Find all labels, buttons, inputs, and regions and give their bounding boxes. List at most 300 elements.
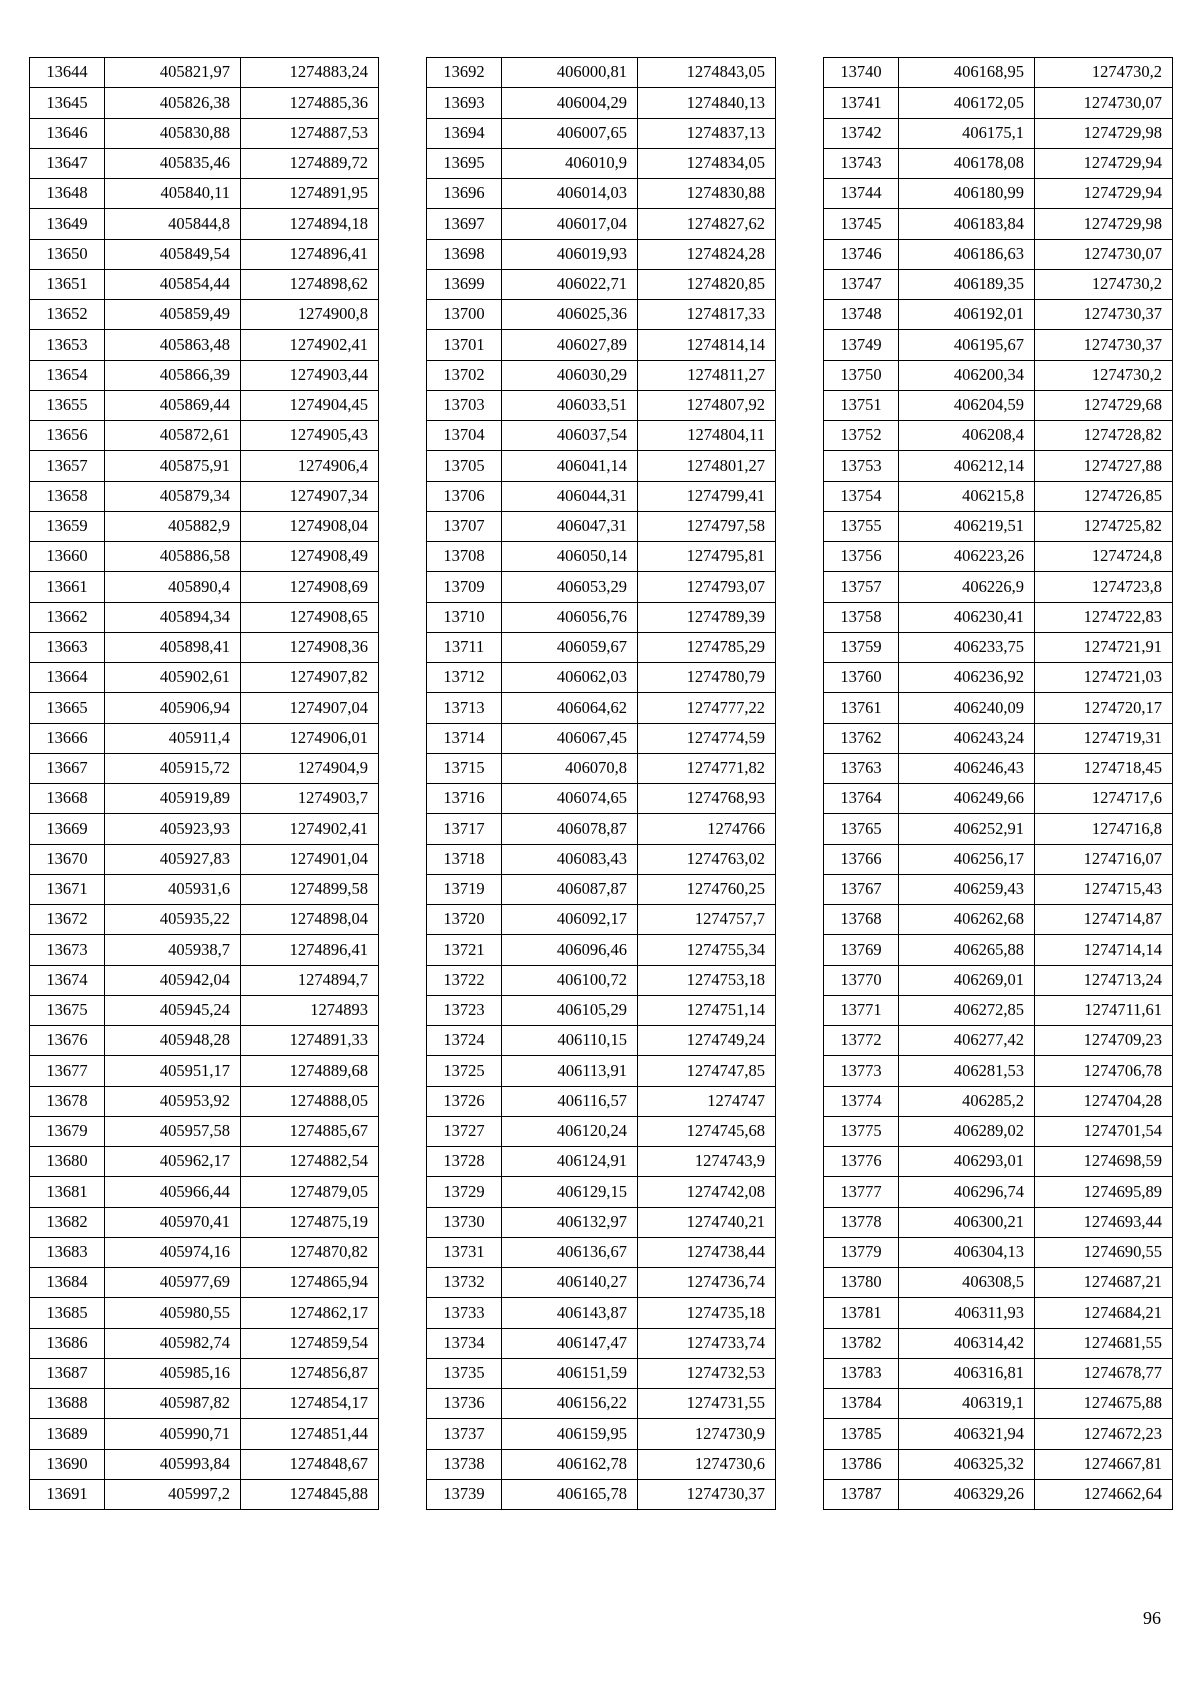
y-coordinate-cell: 1274879,05: [241, 1177, 379, 1207]
table-row: [427, 1328, 776, 1358]
table-row: [30, 1268, 379, 1298]
x-coordinate-cell: 406062,03: [502, 663, 638, 693]
table-row: [30, 209, 379, 239]
table-row: [427, 239, 776, 269]
point-number-cell: 13759: [824, 632, 899, 662]
point-number-cell: 13728: [427, 1147, 502, 1177]
y-coordinate-cell: 1274740,21: [638, 1207, 776, 1237]
x-coordinate-cell: 406059,67: [502, 632, 638, 662]
y-coordinate-cell: 1274730,07: [1035, 239, 1173, 269]
table-row: [824, 1116, 1173, 1146]
point-number-cell: 13726: [427, 1086, 502, 1116]
x-coordinate-cell: 405890,4: [105, 572, 241, 602]
y-coordinate-cell: 1274898,04: [241, 905, 379, 935]
y-coordinate-cell: 1274814,14: [638, 330, 776, 360]
table-row: [30, 814, 379, 844]
y-coordinate-cell: 1274729,98: [1035, 118, 1173, 148]
y-coordinate-cell: 1274907,82: [241, 663, 379, 693]
point-number-cell: 13772: [824, 1026, 899, 1056]
table-row: [427, 1116, 776, 1146]
table-row: [824, 360, 1173, 390]
x-coordinate-cell: 406025,36: [502, 300, 638, 330]
point-number-cell: 13773: [824, 1056, 899, 1086]
table-row: [427, 269, 776, 299]
point-number-cell: 13747: [824, 269, 899, 299]
y-coordinate-cell: 1274862,17: [241, 1298, 379, 1328]
x-coordinate-cell: 406132,97: [502, 1207, 638, 1237]
table-row: [427, 1177, 776, 1207]
table-row: [427, 1358, 776, 1388]
table-row: [427, 1026, 776, 1056]
point-number-cell: 13764: [824, 784, 899, 814]
x-coordinate-cell: 406004,29: [502, 88, 638, 118]
table-row: [427, 1147, 776, 1177]
y-coordinate-cell: 1274718,45: [1035, 753, 1173, 783]
table-row: [427, 58, 776, 88]
table-row: [30, 632, 379, 662]
point-number-cell: 13713: [427, 693, 502, 723]
y-coordinate-cell: 1274854,17: [241, 1389, 379, 1419]
table-row: [30, 360, 379, 390]
point-number-cell: 13730: [427, 1207, 502, 1237]
point-number-cell: 13765: [824, 814, 899, 844]
x-coordinate-cell: 406189,35: [899, 269, 1035, 299]
y-coordinate-cell: 1274837,13: [638, 118, 776, 148]
x-coordinate-cell: 405919,89: [105, 784, 241, 814]
y-coordinate-cell: 1274724,8: [1035, 542, 1173, 572]
point-number-cell: 13720: [427, 905, 502, 935]
x-coordinate-cell: 406252,91: [899, 814, 1035, 844]
x-coordinate-cell: 406215,8: [899, 481, 1035, 511]
point-number-cell: 13672: [30, 905, 105, 935]
x-coordinate-cell: 406124,91: [502, 1147, 638, 1177]
point-number-cell: 13706: [427, 481, 502, 511]
table-row: [824, 148, 1173, 178]
table-row: [824, 1449, 1173, 1479]
y-coordinate-cell: 1274695,89: [1035, 1177, 1173, 1207]
point-number-cell: 13745: [824, 209, 899, 239]
x-coordinate-cell: 406162,78: [502, 1449, 638, 1479]
table-row: [427, 784, 776, 814]
x-coordinate-cell: 405962,17: [105, 1147, 241, 1177]
x-coordinate-cell: 405906,94: [105, 693, 241, 723]
point-number-cell: 13669: [30, 814, 105, 844]
point-number-cell: 13779: [824, 1237, 899, 1267]
point-number-cell: 13771: [824, 995, 899, 1025]
y-coordinate-cell: 1274729,98: [1035, 209, 1173, 239]
y-coordinate-cell: 1274729,94: [1035, 148, 1173, 178]
x-coordinate-cell: 406200,34: [899, 360, 1035, 390]
y-coordinate-cell: 1274738,44: [638, 1237, 776, 1267]
table-row: [824, 1177, 1173, 1207]
point-number-cell: 13766: [824, 844, 899, 874]
point-number-cell: 13695: [427, 148, 502, 178]
point-number-cell: 13778: [824, 1207, 899, 1237]
point-number-cell: 13760: [824, 663, 899, 693]
point-number-cell: 13699: [427, 269, 502, 299]
y-coordinate-cell: 1274735,18: [638, 1298, 776, 1328]
y-coordinate-cell: 1274870,82: [241, 1237, 379, 1267]
x-coordinate-cell: 405844,8: [105, 209, 241, 239]
y-coordinate-cell: 1274747: [638, 1086, 776, 1116]
x-coordinate-cell: 406156,22: [502, 1389, 638, 1419]
x-coordinate-cell: 405945,24: [105, 995, 241, 1025]
y-coordinate-cell: 1274755,34: [638, 935, 776, 965]
table-row: [824, 421, 1173, 451]
table-row: [30, 572, 379, 602]
table-row: [427, 1268, 776, 1298]
point-number-cell: 13721: [427, 935, 502, 965]
point-number-cell: 13740: [824, 58, 899, 88]
coordinate-table-column-3: [823, 57, 1173, 1510]
point-number-cell: 13755: [824, 511, 899, 541]
y-coordinate-cell: 1274732,53: [638, 1358, 776, 1388]
table-row: [824, 965, 1173, 995]
table-row: [30, 1086, 379, 1116]
y-coordinate-cell: 1274789,39: [638, 602, 776, 632]
point-number-cell: 13698: [427, 239, 502, 269]
point-number-cell: 13738: [427, 1449, 502, 1479]
table-row: [30, 542, 379, 572]
y-coordinate-cell: 1274719,31: [1035, 723, 1173, 753]
x-coordinate-cell: 406304,13: [899, 1237, 1035, 1267]
x-coordinate-cell: 405835,46: [105, 148, 241, 178]
table-row: [30, 1056, 379, 1086]
x-coordinate-cell: 406269,01: [899, 965, 1035, 995]
point-number-cell: 13679: [30, 1116, 105, 1146]
table-row: [427, 632, 776, 662]
point-number-cell: 13668: [30, 784, 105, 814]
table-row: [30, 330, 379, 360]
x-coordinate-cell: 405866,39: [105, 360, 241, 390]
table-row: [427, 1056, 776, 1086]
x-coordinate-cell: 406172,05: [899, 88, 1035, 118]
y-coordinate-cell: 1274845,88: [241, 1479, 379, 1509]
point-number-cell: 13757: [824, 572, 899, 602]
point-number-cell: 13686: [30, 1328, 105, 1358]
x-coordinate-cell: 406300,21: [899, 1207, 1035, 1237]
x-coordinate-cell: 405894,34: [105, 602, 241, 632]
y-coordinate-cell: 1274859,54: [241, 1328, 379, 1358]
point-number-cell: 13752: [824, 421, 899, 451]
table-row: [30, 1177, 379, 1207]
table-row: [427, 995, 776, 1025]
y-coordinate-cell: 1274906,4: [241, 451, 379, 481]
table-row: [30, 239, 379, 269]
y-coordinate-cell: 1274760,25: [638, 874, 776, 904]
x-coordinate-cell: 406208,4: [899, 421, 1035, 451]
table-row: [824, 753, 1173, 783]
x-coordinate-cell: 406030,29: [502, 360, 638, 390]
y-coordinate-cell: 1274824,28: [638, 239, 776, 269]
point-number-cell: 13665: [30, 693, 105, 723]
x-coordinate-cell: 406136,67: [502, 1237, 638, 1267]
x-coordinate-cell: 406064,62: [502, 693, 638, 723]
point-number-cell: 13775: [824, 1116, 899, 1146]
x-coordinate-cell: 406168,95: [899, 58, 1035, 88]
y-coordinate-cell: 1274706,78: [1035, 1056, 1173, 1086]
x-coordinate-cell: 405840,11: [105, 179, 241, 209]
y-coordinate-cell: 1274747,85: [638, 1056, 776, 1086]
y-coordinate-cell: 1274777,22: [638, 693, 776, 723]
table-row: [824, 1268, 1173, 1298]
x-coordinate-cell: 406249,66: [899, 784, 1035, 814]
y-coordinate-cell: 1274795,81: [638, 542, 776, 572]
x-coordinate-cell: 405875,91: [105, 451, 241, 481]
table-row: [30, 663, 379, 693]
coordinate-table-body: [30, 58, 379, 1510]
point-number-cell: 13732: [427, 1268, 502, 1298]
x-coordinate-cell: 405854,44: [105, 269, 241, 299]
point-number-cell: 13729: [427, 1177, 502, 1207]
point-number-cell: 13662: [30, 602, 105, 632]
y-coordinate-cell: 1274908,69: [241, 572, 379, 602]
coordinate-table-body: [427, 58, 776, 1510]
table-row: [30, 874, 379, 904]
table-row: [427, 88, 776, 118]
point-number-cell: 13787: [824, 1479, 899, 1509]
table-row: [427, 542, 776, 572]
point-number-cell: 13688: [30, 1389, 105, 1419]
x-coordinate-cell: 406100,72: [502, 965, 638, 995]
point-number-cell: 13690: [30, 1449, 105, 1479]
x-coordinate-cell: 406262,68: [899, 905, 1035, 935]
table-row: [427, 874, 776, 904]
y-coordinate-cell: 1274730,6: [638, 1449, 776, 1479]
y-coordinate-cell: 1274811,27: [638, 360, 776, 390]
y-coordinate-cell: 1274817,33: [638, 300, 776, 330]
point-number-cell: 13648: [30, 179, 105, 209]
y-coordinate-cell: 1274730,9: [638, 1419, 776, 1449]
table-row: [427, 118, 776, 148]
x-coordinate-cell: 406165,78: [502, 1479, 638, 1509]
y-coordinate-cell: 1274834,05: [638, 148, 776, 178]
point-number-cell: 13749: [824, 330, 899, 360]
x-coordinate-cell: 405830,88: [105, 118, 241, 148]
x-coordinate-cell: 406195,67: [899, 330, 1035, 360]
point-number-cell: 13784: [824, 1389, 899, 1419]
x-coordinate-cell: 406236,92: [899, 663, 1035, 693]
y-coordinate-cell: 1274768,93: [638, 784, 776, 814]
point-number-cell: 13685: [30, 1298, 105, 1328]
y-coordinate-cell: 1274722,83: [1035, 602, 1173, 632]
y-coordinate-cell: 1274904,45: [241, 390, 379, 420]
x-coordinate-cell: 406037,54: [502, 421, 638, 451]
x-coordinate-cell: 406329,26: [899, 1479, 1035, 1509]
table-row: [824, 1026, 1173, 1056]
y-coordinate-cell: 1274797,58: [638, 511, 776, 541]
y-coordinate-cell: 1274908,36: [241, 632, 379, 662]
x-coordinate-cell: 406175,1: [899, 118, 1035, 148]
point-number-cell: 13736: [427, 1389, 502, 1419]
point-number-cell: 13644: [30, 58, 105, 88]
table-row: [824, 542, 1173, 572]
table-row: [427, 451, 776, 481]
y-coordinate-cell: 1274780,79: [638, 663, 776, 693]
y-coordinate-cell: 1274730,37: [1035, 300, 1173, 330]
point-number-cell: 13689: [30, 1419, 105, 1449]
table-row: [824, 88, 1173, 118]
x-coordinate-cell: 405970,41: [105, 1207, 241, 1237]
table-row: [824, 1298, 1173, 1328]
y-coordinate-cell: 1274757,7: [638, 905, 776, 935]
y-coordinate-cell: 1274709,23: [1035, 1026, 1173, 1056]
point-number-cell: 13735: [427, 1358, 502, 1388]
table-row: [824, 1419, 1173, 1449]
table-row: [824, 1207, 1173, 1237]
point-number-cell: 13753: [824, 451, 899, 481]
point-number-cell: 13647: [30, 148, 105, 178]
y-coordinate-cell: 1274713,24: [1035, 965, 1173, 995]
table-row: [824, 693, 1173, 723]
x-coordinate-cell: 405882,9: [105, 511, 241, 541]
x-coordinate-cell: 406070,8: [502, 753, 638, 783]
table-row: [824, 239, 1173, 269]
y-coordinate-cell: 1274687,21: [1035, 1268, 1173, 1298]
table-row: [824, 874, 1173, 904]
point-number-cell: 13680: [30, 1147, 105, 1177]
table-row: [30, 995, 379, 1025]
y-coordinate-cell: 1274889,72: [241, 148, 379, 178]
x-coordinate-cell: 406129,15: [502, 1177, 638, 1207]
table-row: [824, 1479, 1173, 1509]
x-coordinate-cell: 405938,7: [105, 935, 241, 965]
x-coordinate-cell: 405826,38: [105, 88, 241, 118]
x-coordinate-cell: 406151,59: [502, 1358, 638, 1388]
table-row: [30, 1328, 379, 1358]
y-coordinate-cell: 1274771,82: [638, 753, 776, 783]
x-coordinate-cell: 406010,9: [502, 148, 638, 178]
table-row: [30, 844, 379, 874]
x-coordinate-cell: 406027,89: [502, 330, 638, 360]
x-coordinate-cell: 406226,9: [899, 572, 1035, 602]
point-number-cell: 13774: [824, 1086, 899, 1116]
point-number-cell: 13724: [427, 1026, 502, 1056]
x-coordinate-cell: 405859,49: [105, 300, 241, 330]
y-coordinate-cell: 1274785,29: [638, 632, 776, 662]
table-row: [427, 330, 776, 360]
y-coordinate-cell: 1274907,04: [241, 693, 379, 723]
table-row: [427, 421, 776, 451]
point-number-cell: 13758: [824, 602, 899, 632]
point-number-cell: 13673: [30, 935, 105, 965]
point-number-cell: 13754: [824, 481, 899, 511]
point-number-cell: 13667: [30, 753, 105, 783]
table-row: [427, 905, 776, 935]
point-number-cell: 13664: [30, 663, 105, 693]
y-coordinate-cell: 1274799,41: [638, 481, 776, 511]
x-coordinate-cell: 405957,58: [105, 1116, 241, 1146]
coordinate-table-body: [824, 58, 1173, 1510]
y-coordinate-cell: 1274730,2: [1035, 58, 1173, 88]
point-number-cell: 13701: [427, 330, 502, 360]
x-coordinate-cell: 406159,95: [502, 1419, 638, 1449]
table-row: [824, 179, 1173, 209]
y-coordinate-cell: 1274904,9: [241, 753, 379, 783]
y-coordinate-cell: 1274902,41: [241, 814, 379, 844]
table-row: [30, 269, 379, 299]
y-coordinate-cell: 1274716,8: [1035, 814, 1173, 844]
table-row: [30, 1358, 379, 1388]
y-coordinate-cell: 1274840,13: [638, 88, 776, 118]
y-coordinate-cell: 1274714,87: [1035, 905, 1173, 935]
table-row: [427, 572, 776, 602]
page-number: 96: [1143, 1608, 1161, 1628]
x-coordinate-cell: 405993,84: [105, 1449, 241, 1479]
table-row: [824, 632, 1173, 662]
point-number-cell: 13660: [30, 542, 105, 572]
point-number-cell: 13780: [824, 1268, 899, 1298]
y-coordinate-cell: 1274894,18: [241, 209, 379, 239]
table-row: [824, 1086, 1173, 1116]
x-coordinate-cell: 405886,58: [105, 542, 241, 572]
table-row: [824, 572, 1173, 602]
y-coordinate-cell: 1274733,74: [638, 1328, 776, 1358]
y-coordinate-cell: 1274766: [638, 814, 776, 844]
point-number-cell: 13744: [824, 179, 899, 209]
point-number-cell: 13692: [427, 58, 502, 88]
table-row: [824, 1147, 1173, 1177]
x-coordinate-cell: 405966,44: [105, 1177, 241, 1207]
x-coordinate-cell: 405942,04: [105, 965, 241, 995]
table-row: [30, 511, 379, 541]
x-coordinate-cell: 406041,14: [502, 451, 638, 481]
x-coordinate-cell: 405987,82: [105, 1389, 241, 1419]
y-coordinate-cell: 1274726,85: [1035, 481, 1173, 511]
point-number-cell: 13714: [427, 723, 502, 753]
point-number-cell: 13652: [30, 300, 105, 330]
point-number-cell: 13718: [427, 844, 502, 874]
point-number-cell: 13712: [427, 663, 502, 693]
x-coordinate-cell: 405872,61: [105, 421, 241, 451]
x-coordinate-cell: 406219,51: [899, 511, 1035, 541]
point-number-cell: 13674: [30, 965, 105, 995]
table-row: [427, 511, 776, 541]
table-row: [824, 209, 1173, 239]
table-row: [30, 1237, 379, 1267]
point-number-cell: 13663: [30, 632, 105, 662]
x-coordinate-cell: 406325,32: [899, 1449, 1035, 1479]
point-number-cell: 13761: [824, 693, 899, 723]
x-coordinate-cell: 406180,99: [899, 179, 1035, 209]
y-coordinate-cell: 1274753,18: [638, 965, 776, 995]
x-coordinate-cell: 406277,42: [899, 1026, 1035, 1056]
point-number-cell: 13751: [824, 390, 899, 420]
table-row: [824, 1237, 1173, 1267]
point-number-cell: 13655: [30, 390, 105, 420]
table-row: [30, 1298, 379, 1328]
x-coordinate-cell: 406007,65: [502, 118, 638, 148]
x-coordinate-cell: 406067,45: [502, 723, 638, 753]
point-number-cell: 13733: [427, 1298, 502, 1328]
x-coordinate-cell: 405931,6: [105, 874, 241, 904]
y-coordinate-cell: 1274728,82: [1035, 421, 1173, 451]
table-row: [30, 148, 379, 178]
y-coordinate-cell: 1274830,88: [638, 179, 776, 209]
x-coordinate-cell: 406178,08: [899, 148, 1035, 178]
point-number-cell: 13739: [427, 1479, 502, 1509]
x-coordinate-cell: 405953,92: [105, 1086, 241, 1116]
y-coordinate-cell: 1274751,14: [638, 995, 776, 1025]
y-coordinate-cell: 1274856,87: [241, 1358, 379, 1388]
point-number-cell: 13725: [427, 1056, 502, 1086]
y-coordinate-cell: 1274662,64: [1035, 1479, 1173, 1509]
point-number-cell: 13650: [30, 239, 105, 269]
coordinate-table-column-2: [426, 57, 776, 1510]
x-coordinate-cell: 406120,24: [502, 1116, 638, 1146]
point-number-cell: 13696: [427, 179, 502, 209]
table-row: [30, 1449, 379, 1479]
